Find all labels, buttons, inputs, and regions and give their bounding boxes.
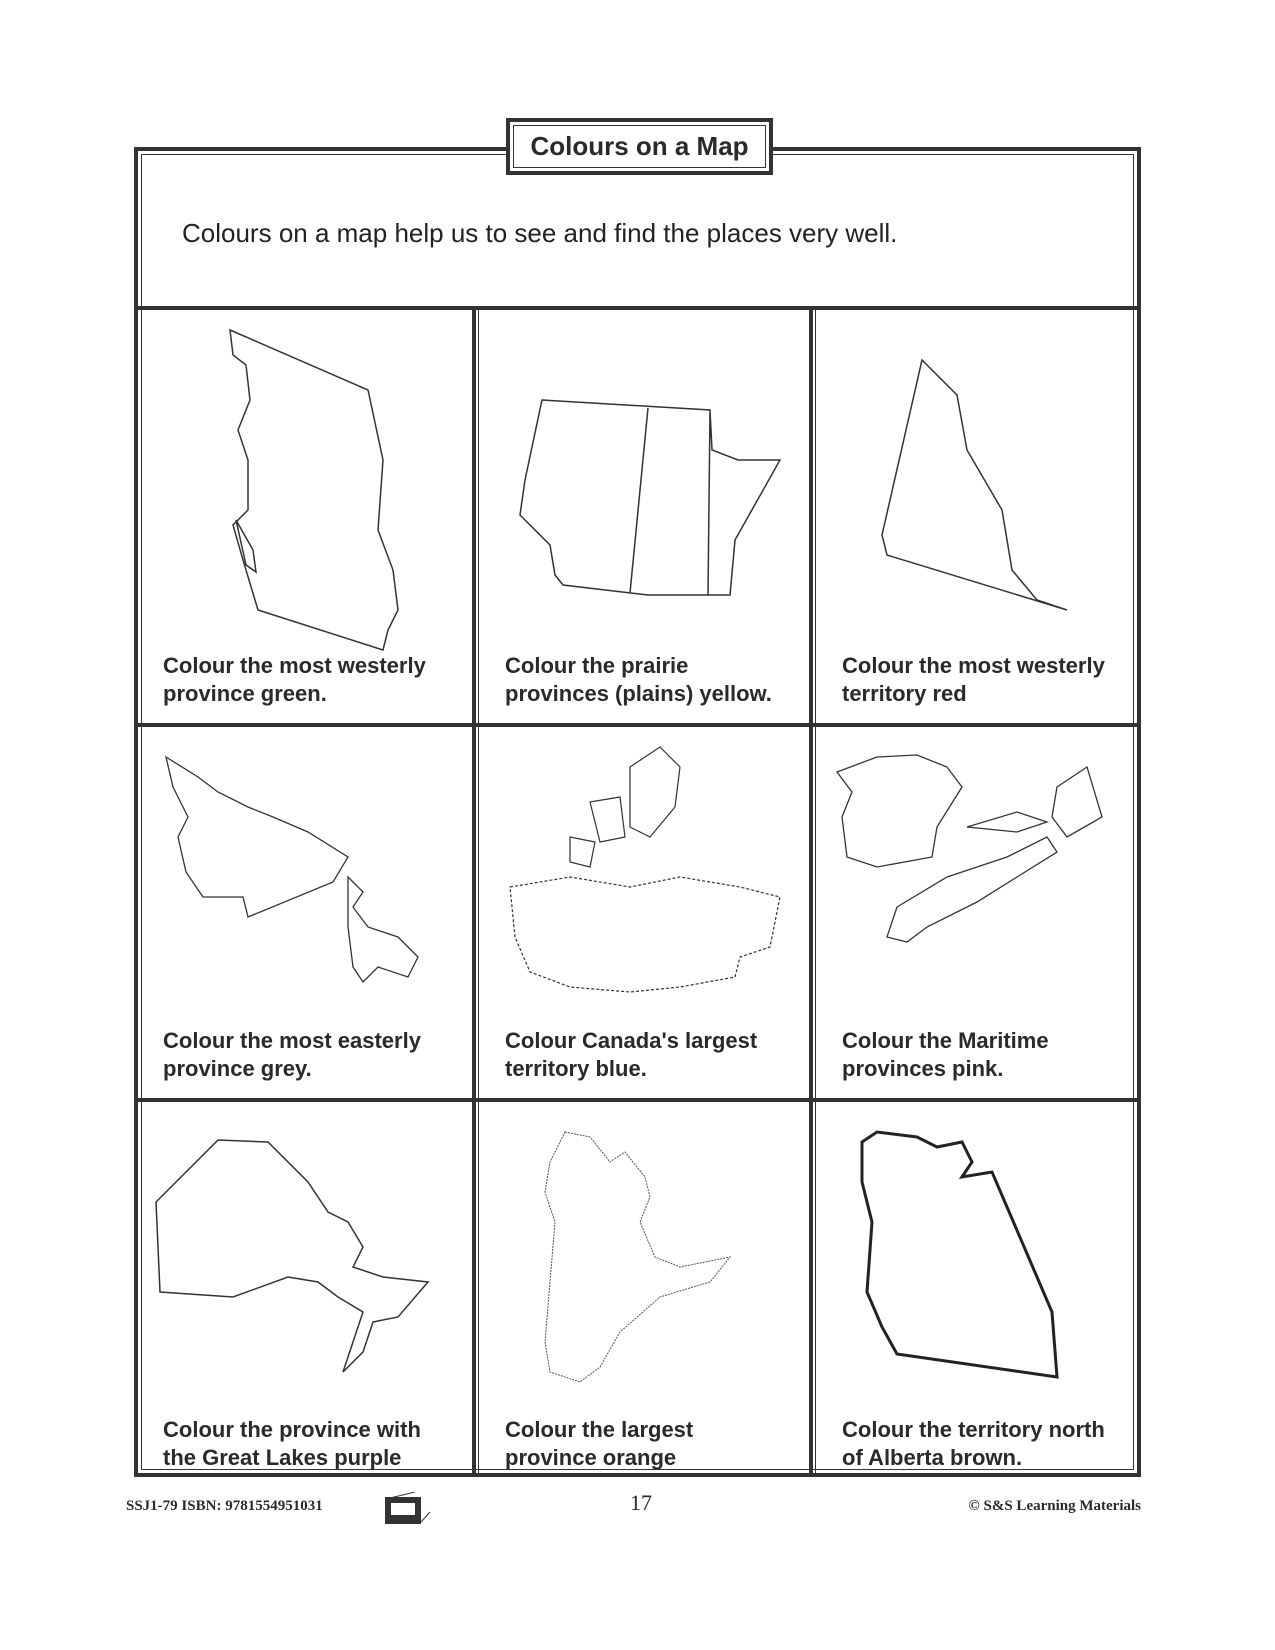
caption-line: Colour the province with [163,1417,421,1442]
title-box [506,118,773,175]
map-cell-quebec [480,1102,809,1477]
map-cell-yukon [817,310,1137,723]
caption-line: provinces pink. [842,1056,1004,1081]
caption-line: Colour the prairie [505,653,689,678]
map-cell-prairie-provinces [480,310,809,723]
map-cell-newfoundland-labrador [138,727,472,1098]
page-number: 17 [630,1490,652,1515]
divider [809,308,813,1477]
caption-line: the Great Lakes purple [163,1445,402,1470]
caption-line: Colour the territory north [842,1417,1105,1442]
map-cell-ontario [138,1102,472,1477]
caption-line: province green. [163,681,327,706]
caption-line: territory red [842,681,967,706]
caption-line: Colour the largest [505,1417,694,1442]
caption-line: province grey. [163,1056,312,1081]
caption-line: province orange [505,1445,677,1470]
caption-line: Colour the Maritime [842,1028,1049,1053]
footer-code: SSJ1-79 ISBN: 9781554951031 [126,1498,323,1514]
book-icon [385,1492,433,1522]
caption-line: Colour the most westerly [163,653,426,678]
map-cell-northwest-territories [817,1102,1137,1477]
intro-text: Colours on a map help us to see and find the places very well. [182,218,898,248]
footer-copyright: © S&S Learning Materials [968,1498,1141,1514]
caption-line: Colour the most westerly [842,653,1105,678]
divider [472,308,476,1477]
caption-line: Colour Canada's largest [505,1028,758,1053]
caption-line: provinces (plains) yellow. [505,681,772,706]
page-title: Colours on a Map [513,125,766,168]
caption-line: Colour the most easterly [163,1028,421,1053]
caption-line: territory blue. [505,1056,647,1081]
map-cell-nunavut [480,727,809,1098]
map-cell-british-columbia [138,310,472,723]
caption-line: of Alberta brown. [842,1445,1023,1470]
map-cell-maritimes [817,727,1137,1098]
